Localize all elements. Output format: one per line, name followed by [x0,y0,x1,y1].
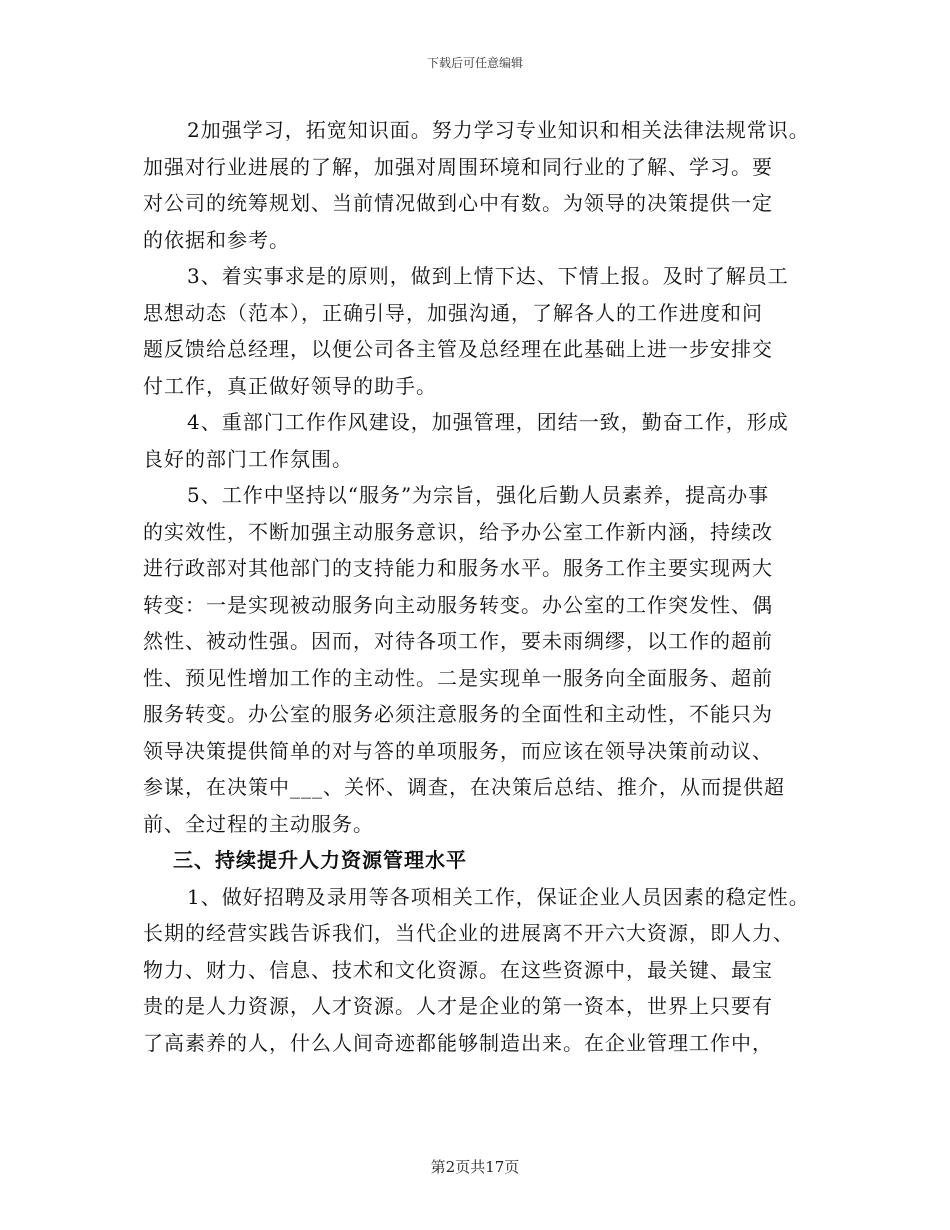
paragraph-line: 2加强学习，拓宽知识面。努力学习专业知识和相关法律法规常识。 [187,118,810,142]
paragraph-line: 5、工作中坚持以“服务”为宗旨，强化后勤人员素养，提高办事 [187,483,770,507]
paragraph-line: 进行政部对其他部门的支持能力和服务水平。服务工作主要实现两大 [143,556,773,580]
paragraph-line: 付工作，真正做好领导的助手。 [143,373,437,398]
paragraph-line: 然性、被动性强。因而，对待各项工作，要未雨绸缪，以工作的超前 [143,629,773,653]
paragraph-line: 前、全过程的主动服务。 [143,811,374,836]
paragraph-line: 服务转变。办公室的服务必须注意服务的全面性和主动性，不能只为 [143,702,773,726]
paragraph-line: 题反馈给总经理，以便公司各主管及总经理在此基础上进一步安排交 [143,337,773,361]
paragraph-line: 参谋，在决策中___、关怀、调查，在决策后总结、推介，从而提供超 [143,775,785,799]
paragraph-line: 的依据和参考。 [143,227,290,252]
paragraph-line: 良好的部门工作氛围。 [143,446,353,471]
paragraph-line: 3、着实事求是的原则，做到上情下达、下情上报。及时了解员工 [187,264,789,288]
paragraph-line: 对公司的统筹规划、当前情况做到心中有数。为领导的决策提供一定 [143,191,773,215]
paragraph-line: 贵的是人力资源，人才资源。人才是企业的第一资本，世界上只要有 [143,994,773,1018]
page-header: 下载后可任意编辑 [426,56,523,70]
paragraph-line: 加强对行业进展的了解，加强对周围环境和同行业的了解、学习。要 [143,154,773,179]
paragraph-line: 了高素养的人，什么人间奇迹都能够制造出来。在企业管理工作中， [143,1030,773,1055]
paragraph-line: 的实效性，不断加强主动服务意识，给予办公室工作新内涵，持续改 [143,519,773,544]
paragraph-line: 转变：一是实现被动服务向主动服务转变。办公室的工作突发性、偶 [143,592,773,617]
section-heading: 三、持续提升人力资源管理水平 [173,848,467,872]
paragraph-line: 思想动态（范本），正确引导，加强沟通，了解各人的工作进度和问 [143,300,763,325]
page-number: 第2页共17页 [430,1158,520,1176]
paragraph-line: 1、做好招聘及录用等各项相关工作，保证企业人员因素的稳定性。 [187,884,810,909]
paragraph-line: 性、预见性增加工作的主动性。二是实现单一服务向全面服务、超前 [143,665,773,690]
document-body [143,112,833,1061]
paragraph-line: 领导决策提供简单的对与答的单项服务，而应该在领导决策前动议、 [143,738,773,763]
paragraph-line: 长期的经营实践告诉我们，当代企业的进展离不开六大资源，即人力、 [143,921,794,945]
paragraph-line: 4、重部门工作作风建设，加强管理，团结一致，勤奋工作，形成 [187,410,789,434]
paragraph-line: 物力、财力、信息、技术和文化资源。在这些资源中，最关键、最宝 [143,957,773,982]
